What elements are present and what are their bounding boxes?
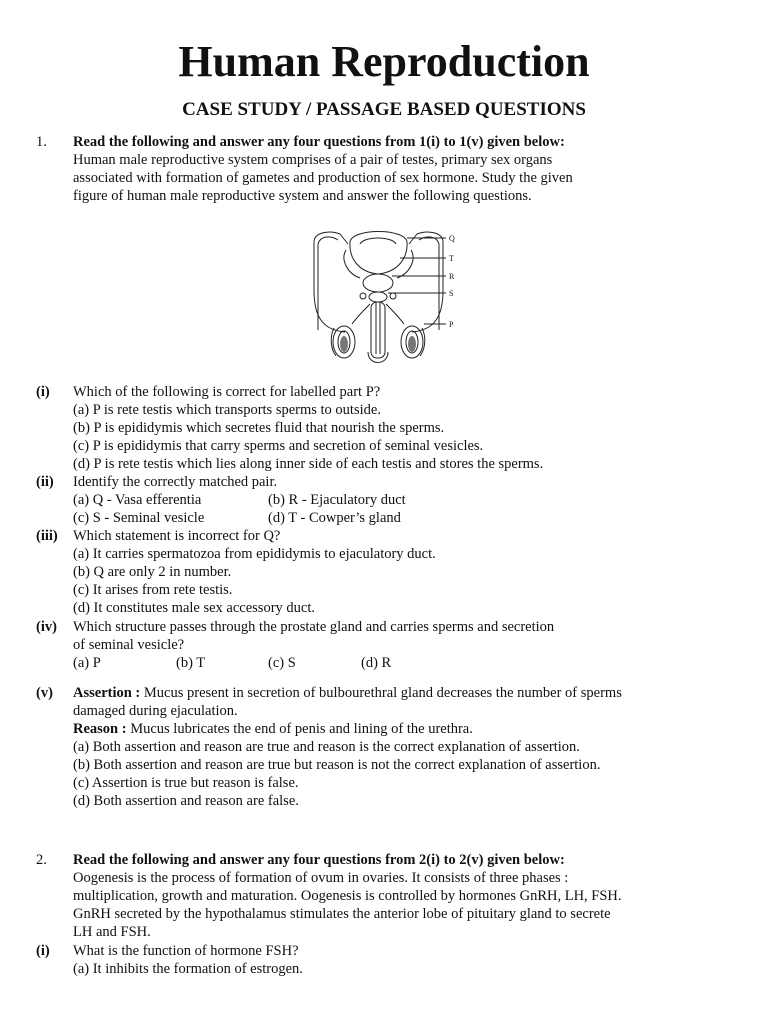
question-2-number: 2. <box>36 852 47 868</box>
option: (c) S <box>268 655 296 671</box>
option: (d) P is rete testis which lies along inner side of each testis and stores the sperms. <box>73 456 544 472</box>
option: (a) Both assertion and reason are true and reason is the correct explanation of assertion. <box>73 739 580 755</box>
option: (d) T - Cowper’s gland <box>268 510 401 526</box>
figure-label-p: P <box>449 320 454 329</box>
question-1-instruction: Read the following and answer any four questions from 1(i) to 1(v) given below: <box>73 134 565 150</box>
option: (d) R <box>361 655 392 671</box>
option: (a) It carries spermatozoa from epididymis to ejaculatory duct. <box>73 546 436 562</box>
reason-text <box>73 720 473 738</box>
option: (c) Assertion is true but reason is false. <box>73 775 299 791</box>
male-reproductive-system-figure <box>300 220 465 370</box>
option: (c) S - Seminal vesicle <box>73 510 205 526</box>
option: (c) It arises from rete testis. <box>73 582 233 598</box>
option: (a) Q - Vasa efferentia <box>73 492 202 508</box>
assertion-body: Mucus present in secretion of bulbourethral gland decreases the number of sperms <box>140 685 622 701</box>
subquestion-text: Identify the correctly matched pair. <box>73 474 278 490</box>
option: (a) It inhibits the formation of estrogen. <box>73 961 303 977</box>
subquestion-text: Which structure passes through the prostate gland and carries sperms and secretion <box>73 619 555 635</box>
subquestion-text: What is the function of hormone FSH? <box>73 943 299 959</box>
question-2-passage-line: multiplication, growth and maturation. Oogenesis is controlled by hormones GnRH, LH, FSH. <box>73 888 622 904</box>
subquestion-text: of seminal vesicle? <box>73 637 185 653</box>
question-2-passage-line: Oogenesis is the process of formation of ovum in ovaries. It consists of three phases : <box>73 870 569 886</box>
figure-label-q: Q <box>449 234 455 243</box>
subquestion-number: (i) <box>36 384 50 400</box>
option: (b) Both assertion and reason are true but reason is not the correct explanation of assertion. <box>73 757 601 773</box>
subquestion-text: Which of the following is correct for labelled part P? <box>73 384 381 400</box>
option: (a) P <box>73 655 101 671</box>
option: (b) P is epididymis which secretes fluid that nourish the sperms. <box>73 420 445 436</box>
subquestion-number: (iii) <box>36 528 58 544</box>
option: (d) It constitutes male sex accessory duct. <box>73 600 315 616</box>
option: (b) Q are only 2 in number. <box>73 564 232 580</box>
reason-body: Mucus lubricates the end of penis and lining of the urethra. <box>126 721 473 737</box>
figure-label-s: S <box>449 289 454 298</box>
assertion-label: Assertion : <box>73 685 141 701</box>
assertion-text <box>73 684 622 702</box>
subquestion-number: (i) <box>36 943 50 959</box>
section-subtitle: CASE STUDY / PASSAGE BASED QUESTIONS <box>182 99 586 120</box>
figure-label-r: R <box>449 272 455 281</box>
subquestion-number: (ii) <box>36 474 54 490</box>
option: (b) T <box>176 655 206 671</box>
page-title: Human Reproduction <box>178 37 590 86</box>
subquestion-number: (iv) <box>36 619 57 635</box>
assertion-body: damaged during ejaculation. <box>73 703 238 719</box>
figure-label-t: T <box>449 254 454 263</box>
option: (c) P is epididymis that carry sperms and secretion of seminal vesicles. <box>73 438 484 454</box>
reason-label: Reason : <box>73 721 127 737</box>
subquestion-number: (v) <box>36 685 53 701</box>
question-2-passage-line: LH and FSH. <box>73 924 151 940</box>
question-2-passage-line: GnRH secreted by the hypothalamus stimulates the anterior lobe of pituitary gland to secrete <box>73 906 611 922</box>
subquestion-text: Which statement is incorrect for Q? <box>73 528 281 544</box>
question-1-passage-line: Human male reproductive system comprises of a pair of testes, primary sex organs <box>73 152 553 168</box>
question-1-number: 1. <box>36 134 47 150</box>
option: (d) Both assertion and reason are false. <box>73 793 299 809</box>
question-1-passage-line: figure of human male reproductive system and answer the following questions. <box>73 188 532 204</box>
option: (a) P is rete testis which transports sperms to outside. <box>73 402 381 418</box>
question-1-passage-line: associated with formation of gametes and production of sex hormone. Study the given <box>73 170 573 186</box>
question-2-instruction: Read the following and answer any four questions from 2(i) to 2(v) given below: <box>73 852 565 868</box>
option: (b) R - Ejaculatory duct <box>268 492 406 508</box>
